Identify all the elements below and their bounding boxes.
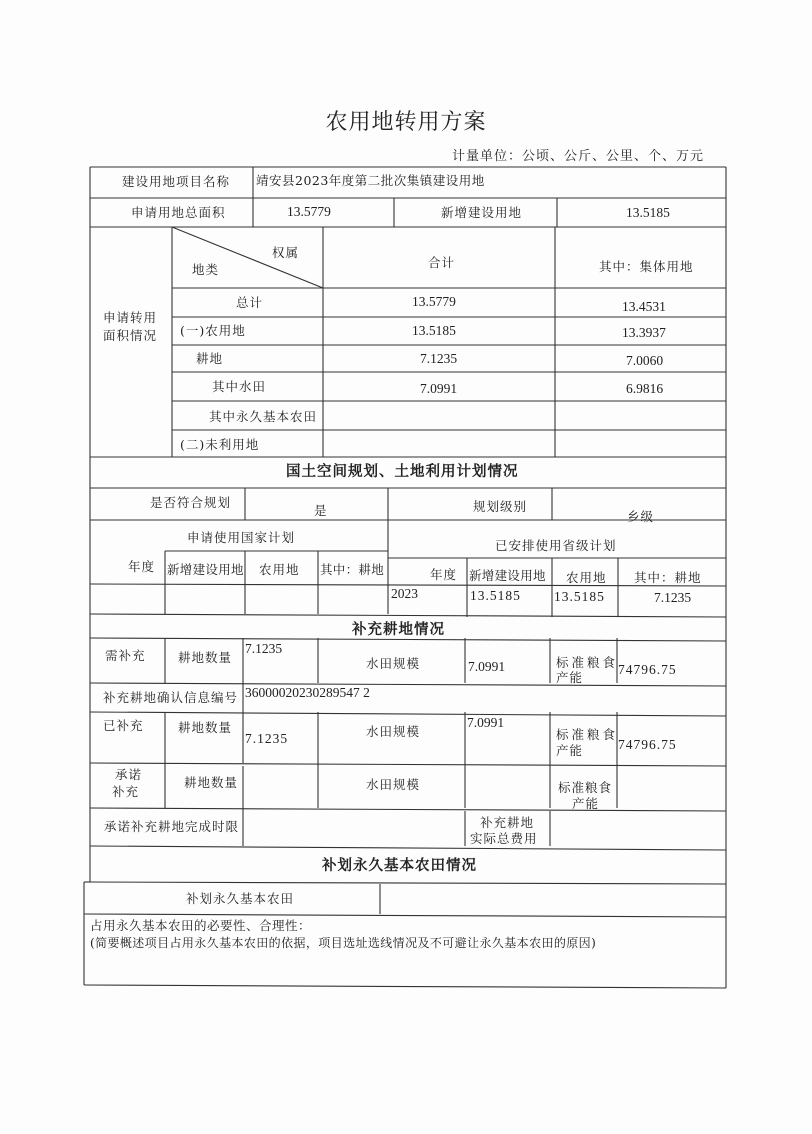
col-farm-national: 农用地 (259, 562, 300, 577)
total-area-label: 申请用地总面积 (131, 205, 226, 220)
page-title: 农用地转用方案 (325, 110, 487, 135)
row-farmland-label: (一)农用地 (180, 323, 246, 338)
need-grain-label-2: 产能 (556, 670, 584, 685)
done-paddy-label: 水田规模 (366, 724, 421, 739)
cost-label-1: 补充耕地 (480, 815, 535, 830)
plan-level-value: 乡级 (627, 509, 655, 524)
promise-label-2: 补充 (112, 784, 140, 799)
col-arable-national: 其中：耕地 (320, 562, 385, 577)
row-total-sum: 13.5779 (412, 294, 456, 309)
done-grain-label-1: 标准粮食 (556, 727, 619, 742)
conversion-side-label-1: 申请转用 (103, 310, 158, 325)
col-farm-provincial: 农用地 (566, 570, 607, 585)
permanent-heading: 补划永久基本农田情况 (322, 857, 477, 874)
plan-conform-label: 是否符合规划 (150, 495, 232, 510)
unit-note: 计量单位：公顷、公斤、公里、个、万元 (452, 149, 705, 164)
need-label: 需补充 (105, 648, 146, 663)
provincial-plan-label: 已安排使用省级计划 (495, 538, 617, 553)
row-arable-collective: 7.0060 (626, 353, 664, 368)
conversion-side-label-2: 面积情况 (103, 328, 158, 343)
row-farmland-sum: 13.5185 (412, 323, 456, 338)
row-farmland-collective: 13.3937 (622, 325, 666, 340)
col-arable-provincial: 其中：耕地 (634, 570, 702, 585)
plan-level-label: 规划级别 (473, 499, 528, 514)
done-grain-label-2: 产能 (556, 743, 584, 758)
row-permanent-label: 其中永久基本农田 (209, 409, 318, 424)
promise-paddy-label: 水田规模 (366, 777, 421, 792)
prov-year-value: 2023 (391, 586, 418, 601)
need-grain-value: 74796.75 (618, 662, 677, 677)
national-plan-label: 申请使用国家计划 (187, 530, 296, 545)
col-collective-header: 其中：集体用地 (599, 259, 694, 274)
need-grain-label-1: 标准粮食 (556, 655, 619, 670)
row-arable-sum: 7.1235 (420, 351, 458, 366)
col-total-header: 合计 (428, 255, 456, 270)
plan-conform-value: 是 (314, 503, 328, 518)
row-arable-label: 耕地 (196, 351, 224, 366)
col-new-national: 新增建设用地 (167, 562, 244, 577)
project-value: 靖安县2023年度第二批次集镇建设用地 (256, 173, 485, 188)
finish-deadline-label: 承诺补充耕地完成时限 (104, 819, 240, 834)
row-paddy-collective: 6.9816 (626, 381, 664, 396)
need-qty-value: 7.1235 (245, 641, 283, 656)
permanent-row-label: 补划永久基本农田 (186, 891, 295, 906)
done-qty-label: 耕地数量 (178, 720, 233, 735)
need-qty-label: 耕地数量 (178, 650, 233, 665)
cost-label-2: 实际总费用 (470, 831, 538, 846)
col-year-provincial: 年度 (430, 567, 458, 582)
prov-arable-value: 7.1235 (654, 590, 692, 605)
col-year-national: 年度 (128, 559, 156, 574)
promise-qty-label: 耕地数量 (184, 775, 239, 790)
row-paddy-label: 其中水田 (212, 379, 267, 394)
permanent-note-1: 占用永久基本农田的必要性、合理性： (90, 918, 312, 933)
diag-ownership-label: 权属 (272, 245, 300, 260)
project-label: 建设用地项目名称 (122, 174, 231, 189)
row-unused-label: (二)未利用地 (180, 437, 260, 452)
new-construction-value: 13.5185 (626, 205, 670, 220)
supplement-heading: 补充耕地情况 (352, 621, 445, 638)
new-construction-label: 新增建设用地 (441, 205, 523, 220)
need-paddy-value: 7.0991 (468, 659, 506, 674)
done-paddy-value: 7.0991 (467, 715, 505, 730)
permanent-note-2: (简要概述项目占用永久基本农田的依据，项目选址选线情况及不可避让永久基本农田的原因) (90, 936, 597, 950)
done-qty-value: 7.1235 (245, 731, 289, 746)
promise-label-1: 承诺 (115, 767, 143, 782)
prov-farm-value: 13.5185 (554, 589, 605, 604)
promise-grain-label-1: 标准粮食 (558, 780, 613, 795)
done-grain-value: 74796.75 (618, 737, 677, 752)
prov-new-value: 13.5185 (470, 588, 521, 603)
confirm-label: 补充耕地确认信息编号 (103, 690, 239, 705)
row-total-label: 总计 (236, 295, 264, 310)
promise-grain-label-2: 产能 (572, 796, 600, 811)
planning-heading: 国土空间规划、土地利用计划情况 (286, 463, 519, 480)
row-total-collective: 13.4531 (622, 299, 666, 314)
done-label: 已补充 (103, 718, 144, 733)
diag-landtype-label: 地类 (192, 262, 220, 277)
confirm-value: 36000020230289547 2 (245, 685, 370, 700)
row-paddy-sum: 7.0991 (420, 381, 458, 396)
col-new-provincial: 新增建设用地 (469, 568, 546, 583)
total-area-value: 13.5779 (287, 204, 331, 219)
need-paddy-label: 水田规模 (366, 656, 421, 671)
